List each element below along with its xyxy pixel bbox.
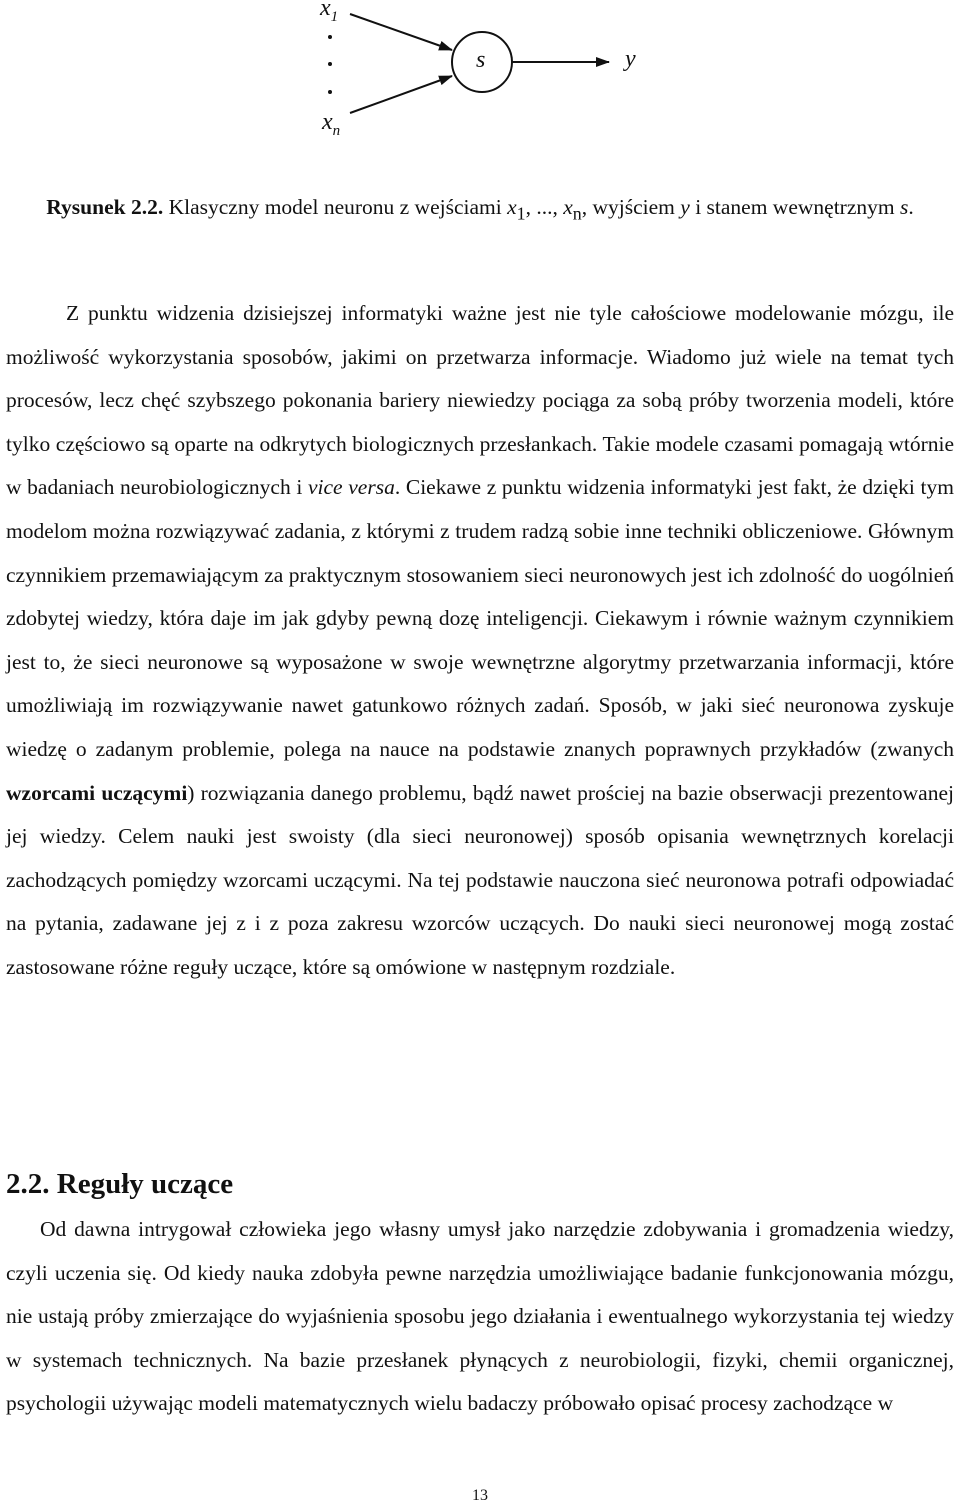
caption-sub: n [572, 203, 582, 224]
input-label-x1: $x_1$ [320, 0, 339, 25]
caption-var: x [563, 195, 573, 219]
bold-term: wzorcami uczącymi [6, 780, 188, 805]
caption-var: x [507, 195, 517, 219]
caption-text: Klasyczny model neuronu z wejściami [163, 195, 508, 219]
paragraph-text: Z punktu widzenia dzisiejszej informatyki ważne jest nie tyle całościowe modelowanie mózgu, ile możliwość wykorzystania sposobów, jakimi on przetwarza informacje. Wiadomo już wiele na temat tych procesów, lecz chęć szybszego pokonania bariery niewiedzy pociąga za sobą próby tworzenia modeli, które tylko częściowo są oparte na odkrytych biologicznych przesłankach. Takie modele czasami pomagają wtórnie w badaniach neurobiologicznych i [6, 301, 954, 500]
caption-var: y [680, 195, 690, 219]
caption-text: , wyjściem [581, 195, 681, 219]
page-number: 13 [472, 1487, 488, 1504]
italic-phrase: vice versa [308, 475, 395, 500]
paragraph-text: ) rozwiązania danego problemu, bądź nawet prościej na bazie obserwacji prezentowanej jej wiedzy. Celem nauki jest swoisty (dla sieci neuronowej) sposób opisania wewnętrznych korelacji zachodzących pomiędzy wzorcami uczącymi. Na tej podstawie nauczona sieć neuronowa potrafi odpowiadać na pytania, zadawane jej z i z poza zakresu wzorców uczących. Do nauki sieci neuronowej mogą zostać zastosowane różne reguły uczące, które są omówione w następnym rozdziale. [6, 780, 954, 979]
caption-sub: 1 [516, 203, 526, 224]
paragraph-text: . Ciekawe z punktu widzenia informatyki jest fakt, że dzięki tym modelom można rozwiązywać zadania, z którymi z trudem radzą sobie inne techniki obliczeniowe. Głównym czynnikiem przemawiającym za praktycznym stosowaniem sieci neuronowych jest ich zdolność do uogólnień zdobytej wiedzy, która daje im jak gdyby pewną dozę inteligencji. Ciekawym i równie ważnym czynnikiem jest to, że sieci neuronowe są wyposażone w swoje wewnętrzne algorytmy przetwarzania informacji, które umożliwiają im rozwiązywanie nawet gatunkowo różnych zadań. Sposób, w jaki sieć neuronowa zyskuje wiedzę o zadanym problemie, polega na nauce na podstawie znanych poprawnych przykładów (zwanych [6, 475, 954, 761]
caption-text: , ..., [525, 195, 564, 219]
neuron-label-s: s [476, 47, 486, 73]
ellipsis-dot [328, 35, 332, 39]
neuron-model-figure [0, 0, 960, 160]
caption-var: s [899, 195, 909, 219]
ellipsis-dot [328, 90, 332, 94]
input-arrow-xn [350, 76, 452, 113]
input-arrow-x1 [350, 14, 452, 50]
figure-caption [0, 186, 960, 235]
caption-text: i stanem wewnętrznym [689, 195, 900, 219]
caption-label: Rysunek 2.2. [46, 195, 164, 219]
body-paragraph-2: Od dawna intrygował człowieka jego własny umysł jako narzędzie zdobywania i gromadzenia wiedzy, czyli uczenia się. Od kiedy nauka zdobyła pewne narzędzia umożliwiające badanie funkcjonowania mózgu, nie ustają próby zmierzające do wyjaśnienia sposobu jego działania i ewentualnego wykorzystania tej wiedzy w systemach technicznych. Na bazie przesłanek płynących z neurobiologii, fizyki, chemii organicznej, psychologii używając modeli matematycznych wielu badaczy próbowało opisać procesy zachodzące w [6, 1217, 954, 1416]
body-paragraph-1 [6, 292, 954, 990]
output-label-y: y [625, 46, 636, 72]
section-heading: 2.2. Reguły uczące [6, 1168, 234, 1200]
neuron-diagram [0, 0, 960, 160]
caption-text: . [908, 195, 914, 219]
input-label-xn: $x_n$ [322, 109, 341, 139]
ellipsis-dot [328, 62, 332, 66]
